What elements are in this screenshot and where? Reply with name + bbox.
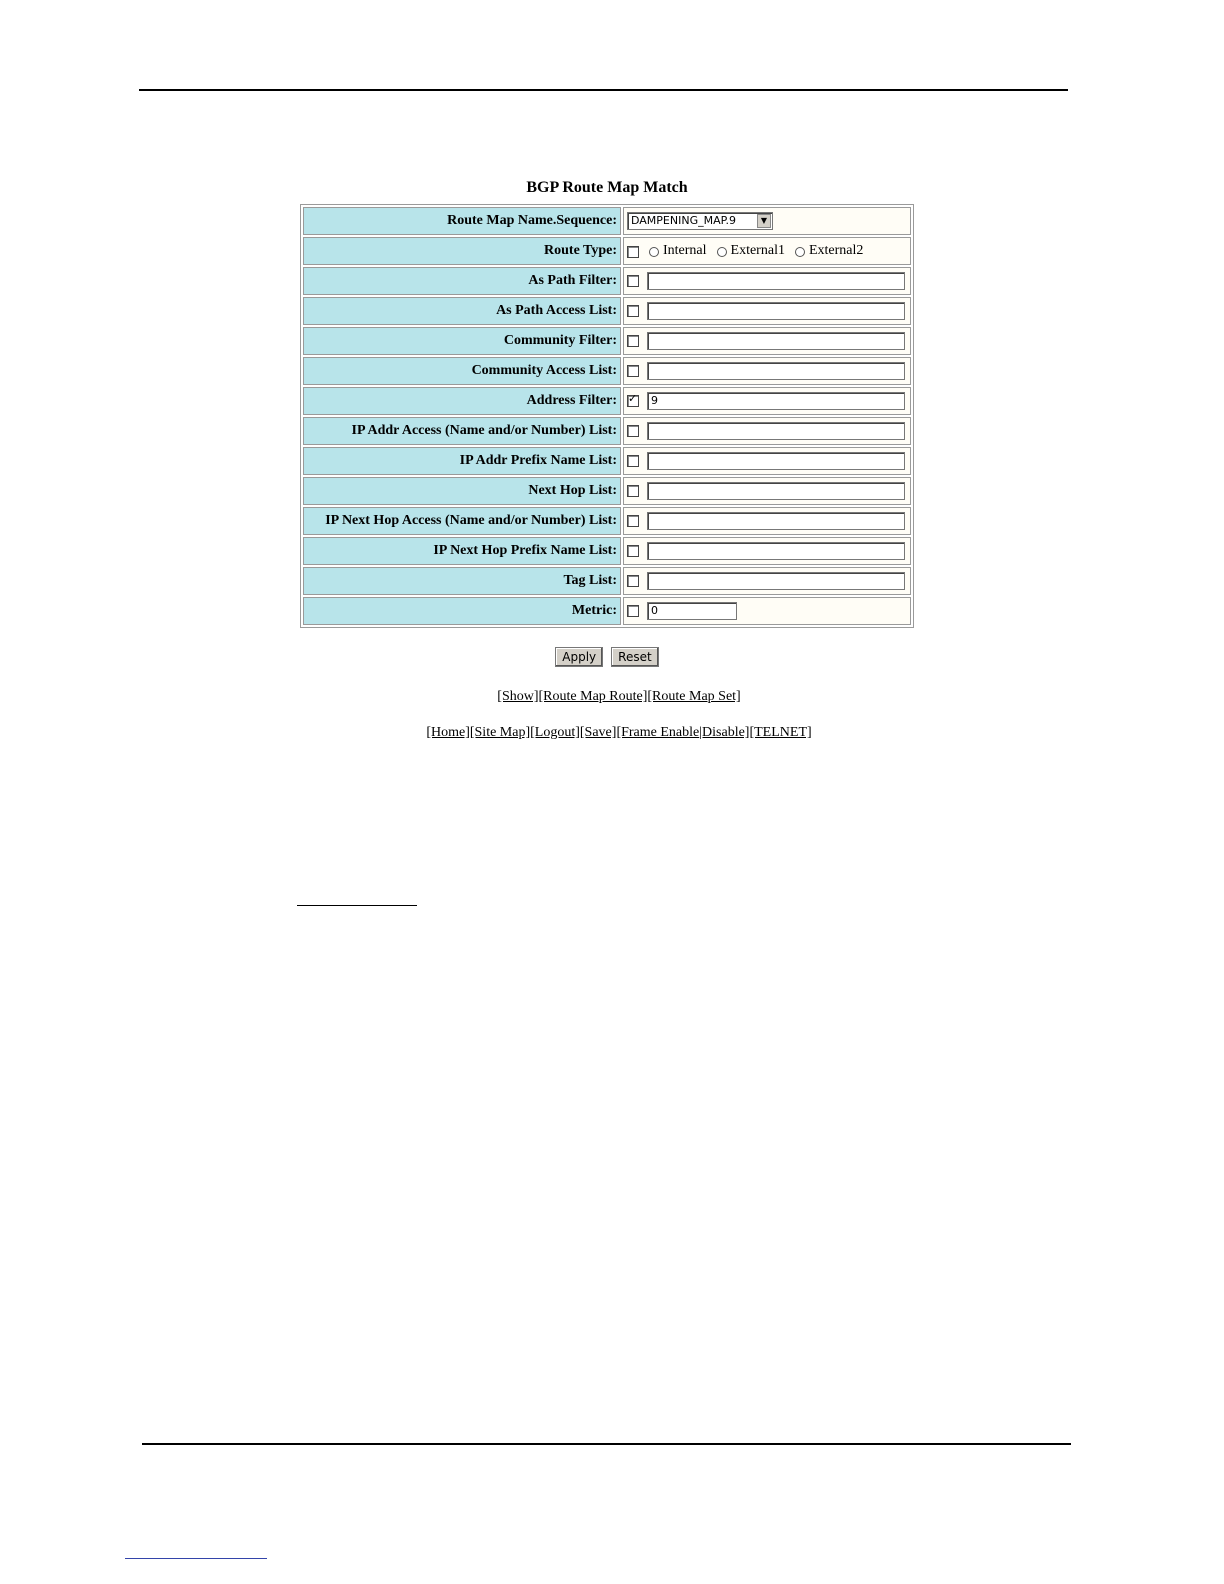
ip-addr-prefix-name-list-checkbox[interactable] [627, 455, 639, 467]
community-filter-input[interactable] [647, 332, 905, 350]
next-hop-list-input[interactable] [647, 482, 905, 500]
link-disable[interactable]: |Disable] [699, 725, 750, 740]
community-filter-checkbox[interactable] [627, 335, 639, 347]
address-filter-checkbox[interactable] [627, 395, 639, 407]
route-map-links [7, 689, 1224, 705]
field-value-cell [623, 507, 911, 535]
link-home[interactable]: [Home] [426, 725, 470, 740]
site-nav-links [7, 725, 1224, 741]
tag-list-input[interactable] [647, 572, 905, 590]
field-label: As Path Access List: [303, 297, 621, 325]
route-map-select[interactable] [627, 212, 773, 230]
link-telnet[interactable]: [TELNET] [749, 725, 812, 740]
field-label: IP Next Hop Prefix Name List: [303, 537, 621, 565]
field-value-cell [623, 207, 911, 235]
tag-list-checkbox[interactable] [627, 575, 639, 587]
field-label: Route Map Name.Sequence: [303, 207, 621, 235]
reset-button[interactable]: Reset [611, 647, 659, 667]
field-label: Community Filter: [303, 327, 621, 355]
field-value-cell [623, 357, 911, 385]
metric-checkbox[interactable] [627, 605, 639, 617]
ip-addr-prefix-name-list-input[interactable] [647, 452, 905, 470]
field-label: IP Addr Prefix Name List: [303, 447, 621, 475]
ip-addr-access-name-and-or-number-list-input[interactable] [647, 422, 905, 440]
field-value-cell [623, 237, 911, 265]
field-label: Metric: [303, 597, 621, 625]
field-label: As Path Filter: [303, 267, 621, 295]
metric-input[interactable]: 0 [647, 602, 737, 620]
form-row-as-path-filter [303, 267, 911, 295]
route-map-select-value: DAMPENING_MAP.9 [631, 214, 737, 227]
field-value-cell [623, 387, 911, 415]
top-rule [139, 89, 1068, 91]
field-value-cell [623, 297, 911, 325]
form-row-community-access-list [303, 357, 911, 385]
radio-label-external1: External1 [730, 243, 785, 259]
form-row-ip-next-hop-access-name-and-or-number-list [303, 507, 911, 535]
ip-addr-access-name-and-or-number-list-checkbox[interactable] [627, 425, 639, 437]
ip-next-hop-access-name-and-or-number-list-input[interactable] [647, 512, 905, 530]
field-value-cell [623, 447, 911, 475]
as-path-filter-checkbox[interactable] [627, 275, 639, 287]
link-route-map-route[interactable]: [Route Map Route] [538, 689, 648, 704]
field-value-cell [623, 537, 911, 565]
link-logout[interactable]: [Logout] [530, 725, 580, 740]
field-label: Next Hop List: [303, 477, 621, 505]
form-row-ip-addr-access-name-and-or-number-list [303, 417, 911, 445]
radio-internal[interactable] [649, 247, 659, 257]
radio-external2[interactable] [795, 247, 805, 257]
link-frame-enable[interactable]: [Frame Enable [616, 725, 700, 740]
link-save[interactable]: [Save] [579, 725, 617, 740]
community-access-list-checkbox[interactable] [627, 365, 639, 377]
field-label: IP Addr Access (Name and/or Number) List: [303, 417, 621, 445]
form-row-next-hop-list [303, 477, 911, 505]
field-value-cell [623, 327, 911, 355]
field-value-cell [623, 417, 911, 445]
link-route-map-set[interactable]: [Route Map Set] [647, 689, 741, 704]
button-bar [300, 647, 914, 667]
field-value-cell [623, 267, 911, 295]
form-row-community-filter [303, 327, 911, 355]
community-access-list-input[interactable] [647, 362, 905, 380]
next-hop-list-checkbox[interactable] [627, 485, 639, 497]
form-row-metric [303, 597, 911, 625]
form-row-route-map-name-sequence [303, 207, 911, 235]
ip-next-hop-prefix-name-list-checkbox[interactable] [627, 545, 639, 557]
form-row-tag-list [303, 567, 911, 595]
bottom-rule [142, 1443, 1071, 1445]
as-path-access-list-input[interactable] [647, 302, 905, 320]
footnote-rule [297, 905, 417, 906]
field-label: Community Access List: [303, 357, 621, 385]
field-value-cell [623, 477, 911, 505]
link-show[interactable]: [Show] [497, 689, 539, 704]
radio-label-internal: Internal [663, 243, 707, 259]
form-row-as-path-access-list [303, 297, 911, 325]
field-label: Tag List: [303, 567, 621, 595]
form-row-ip-addr-prefix-name-list [303, 447, 911, 475]
as-path-access-list-checkbox[interactable] [627, 305, 639, 317]
form-row-route-type [303, 237, 911, 265]
radio-label-external2: External2 [808, 243, 864, 259]
field-label: IP Next Hop Access (Name and/or Number) List: [303, 507, 621, 535]
radio-external1[interactable] [717, 247, 727, 257]
chevron-down-icon[interactable]: ▼ [757, 214, 771, 228]
ip-next-hop-prefix-name-list-input[interactable] [647, 542, 905, 560]
route-map-match-form [300, 204, 914, 628]
field-value-cell [623, 567, 911, 595]
field-value-cell [623, 597, 911, 625]
ip-next-hop-access-name-and-or-number-list-checkbox[interactable] [627, 515, 639, 527]
footer-link-underline [125, 1558, 267, 1559]
form-row-address-filter [303, 387, 911, 415]
apply-button[interactable]: Apply [555, 647, 603, 667]
form-row-ip-next-hop-prefix-name-list [303, 537, 911, 565]
link-site-map[interactable]: [Site Map] [469, 725, 531, 740]
field-label: Address Filter: [303, 387, 621, 415]
as-path-filter-input[interactable] [647, 272, 905, 290]
address-filter-input[interactable]: 9 [647, 392, 905, 410]
field-label: Route Type: [303, 237, 621, 265]
route-type-checkbox[interactable] [627, 246, 639, 258]
page-title: BGP Route Map Match [526, 179, 688, 196]
